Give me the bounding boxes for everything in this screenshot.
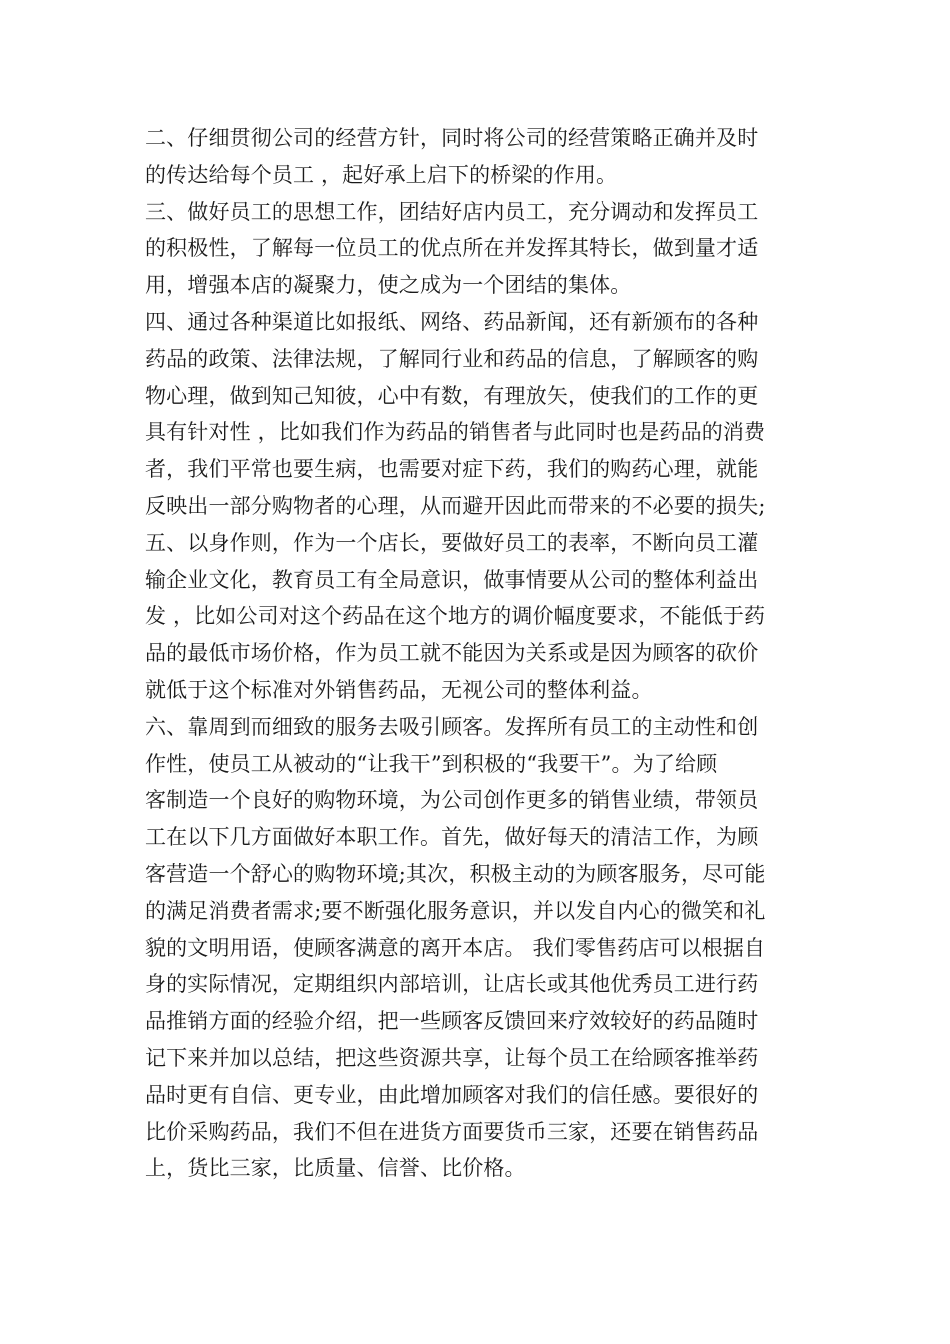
text-line: 二、仔细贯彻公司的经营方针，同时将公司的经营策略正确并及时	[145, 126, 759, 150]
text-line: 的满足消费者需求;要不断强化服务意识，并以发自内心的微笑和礼	[145, 898, 766, 923]
text-line: 就低于这个标准对外销售药品，无视公司的整体利益。	[145, 677, 653, 702]
text-line: 输企业文化，教育员工有全局意识，做事情要从公司的整体利益出	[145, 567, 759, 592]
text-line: 记下来并加以总结，把这些资源共享，让每个员工在给顾客推举药	[145, 1045, 759, 1070]
text-line: 物心理，做到知己知彼，心中有数，有理放矢，使我们的工作的更	[145, 383, 759, 408]
text-line: 药品的政策、法律法规，了解同行业和药品的信息，了解顾客的购	[145, 346, 759, 371]
text-line: 五、以身作则，作为一个店长，要做好员工的表率，不断向员工灌	[145, 530, 759, 555]
text-line: 客营造一个舒心的购物环境;其次，积极主动的为顾客服务，尽可能	[145, 861, 766, 886]
text-line: 工在以下几方面做好本职工作。首先，做好每天的清洁工作，为顾	[145, 825, 759, 850]
document-body	[145, 120, 810, 1187]
text-line: 四、通过各种渠道比如报纸、网络、药品新闻，还有新颁布的各种	[145, 309, 759, 334]
text-line: 客制造一个良好的购物环境，为公司创作更多的销售业绩，带领员	[145, 788, 759, 813]
text-line: 者，我们平常也要生病，也需要对症下药，我们的购药心理，就能	[145, 457, 759, 482]
text-line: 品时更有自信、更专业，由此增加顾客对我们的信任感。要很好的	[145, 1082, 759, 1107]
text-line: 发 ，比如公司对这个药品在这个地方的调价幅度要求，不能低于药	[145, 604, 766, 629]
text-line: 上，货比三家，比质量、信誉、比价格。	[145, 1156, 526, 1181]
text-line: 作性，使员工从被动的“让我干”到积极的“我要干”。为了给顾	[145, 751, 718, 776]
text-line: 的积极性，了解每一位员工的优点所在并发挥其特长，做到量才适	[145, 236, 759, 261]
text-line: 品的最低市场价格，作为员工就不能因为关系或是因为顾客的砍价	[145, 641, 759, 666]
text-line: 身的实际情况，定期组织内部培训，让店长或其他优秀员工进行药	[145, 972, 759, 997]
text-line: 具有针对性 ，比如我们作为药品的销售者与此同时也是药品的消费	[145, 420, 766, 445]
text-line: 用，增强本店的凝聚力，使之成为一个团结的集体。	[145, 273, 632, 298]
text-line: 的传达给每个员工 ，起好承上启下的桥梁的作用。	[145, 162, 618, 187]
text-line: 貌的文明用语，使顾客满意的离开本店。 我们零售药店可以根据自	[145, 935, 766, 960]
text-line: 六、靠周到而细致的服务去吸引顾客。发挥所有员工的主动性和创	[145, 714, 759, 739]
text-line: 比价采购药品，我们不但在进货方面要货币三家，还要在销售药品	[145, 1119, 759, 1144]
text-line: 品推销方面的经验介绍，把一些顾客反馈回来疗效较好的药品随时	[145, 1009, 759, 1034]
text-line: 反映出一部分购物者的心理，从而避开因此而带来的不必要的损失;	[145, 493, 766, 518]
text-line: 三、做好员工的思想工作，团结好店内员工，充分调动和发挥员工	[145, 199, 759, 224]
